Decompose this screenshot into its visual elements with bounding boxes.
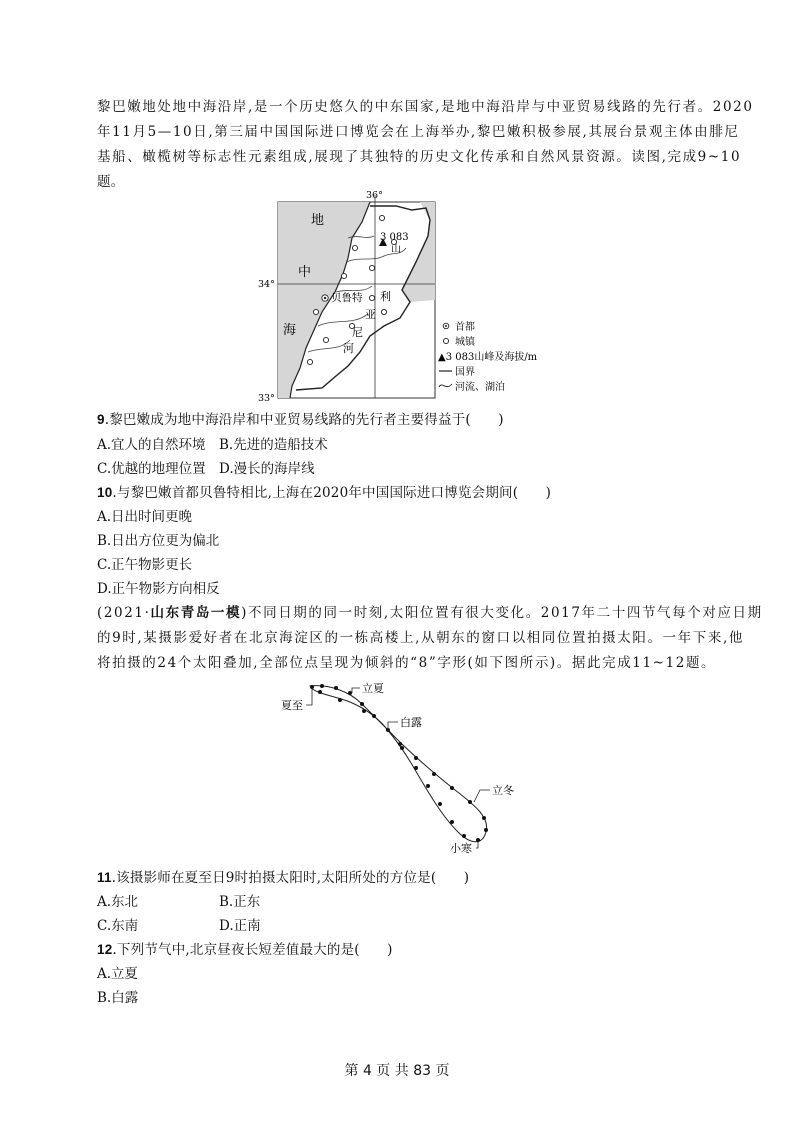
intro-line-2: 年11月5—10日,第三届中国国际进口博览会在上海举办,黎巴嫩积极参展,其展台景观主体由腓尼 xyxy=(97,124,740,140)
passage2-line-3: 将拍摄的24个太阳叠加,全部位点呈现为倾斜的“8”字形(如下图所示)。据此完成11~12题。 xyxy=(97,655,717,671)
passage2-line-1: (2021·山东青岛一模)不同日期的同一时刻,太阳位置有很大变化。2017年二十四节气每个对应日期 xyxy=(97,605,763,621)
label-xiaohan: 小寒 xyxy=(450,842,472,855)
question-10-stem: 10.与黎巴嫩首都贝鲁特相比,上海在2020年中国国际进口博览会期间( ) xyxy=(97,485,552,501)
syria-char-1: 利 xyxy=(380,290,391,303)
lon-36-label: 36° xyxy=(366,190,383,201)
label-bailu: 白露 xyxy=(400,716,422,729)
sea-char-1: 地 xyxy=(311,213,325,228)
label-xiazhi: 夏至 xyxy=(281,699,303,712)
legend-river: 河流、湖泊 xyxy=(455,382,505,393)
capital-label: 贝鲁特 xyxy=(331,292,363,304)
peak-char: 山 xyxy=(391,244,401,255)
legend-capital: 首都 xyxy=(455,322,475,333)
q12-option-b: B.白露 xyxy=(97,990,139,1006)
israel-char-1: 尼 xyxy=(352,326,363,339)
q9-option-d: D.漫长的海岸线 xyxy=(219,461,315,477)
intro-line-4: 题。 xyxy=(97,174,125,190)
q9-option-c: C.优越的地理位置 xyxy=(97,461,206,477)
question-11-stem: 11.该摄影师在夏至日9时拍摄太阳时,太阳所处的方位是( ) xyxy=(97,870,470,886)
question-12-stem: 12.下列节气中,北京昼夜长短差值最大的是( ) xyxy=(97,942,393,958)
question-9-stem: 9.黎巴嫩成为地中海沿岸和中亚贸易线路的先行者主要得益于( ) xyxy=(97,412,504,428)
q11-option-b: B.正东 xyxy=(219,894,261,910)
legend-border: 国界 xyxy=(455,367,475,378)
lat-34-label: 34° xyxy=(258,279,275,290)
q11-option-c: C.东南 xyxy=(97,918,139,934)
page-footer: 第 4 页 共 83 页 xyxy=(344,1063,450,1079)
syria-char-2: 亚 xyxy=(365,308,376,321)
q12-option-a: A.立夏 xyxy=(97,966,139,982)
passage2-line-2: 的9时,某摄影爱好者在北京海淀区的一栋高楼上,从朝东的窗口以相同位置拍摄太阳。一年下来,他 xyxy=(97,630,744,646)
legend-town: 城镇 xyxy=(455,337,475,348)
lat-33-label: 33° xyxy=(258,393,275,404)
q10-option-d: D.正午物影方向相反 xyxy=(97,581,220,597)
label-lidong: 立冬 xyxy=(492,784,514,797)
sea-char-3: 海 xyxy=(283,323,297,338)
sea-char-2: 中 xyxy=(298,265,312,280)
label-lixia: 立夏 xyxy=(362,682,384,695)
intro-line-3: 基船、橄榄树等标志性元素组成,展现了其独特的历史文化传承和自然风景资源。读图,完成9~10 xyxy=(97,149,742,165)
q11-option-d: D.正南 xyxy=(219,918,261,934)
q10-option-a: A.日出时间更晚 xyxy=(97,509,193,525)
q11-option-a: A.东北 xyxy=(97,894,139,910)
q9-option-a: A.宜人的自然环境 xyxy=(97,437,206,453)
analemma-figure xyxy=(270,675,530,860)
q9-option-b: B.先进的造船技术 xyxy=(219,437,328,453)
peak-value: 3 083 xyxy=(380,232,409,243)
legend-peak: ▲3 083山峰及海拔/m xyxy=(438,352,538,363)
q10-option-b: B.日出方位更为偏北 xyxy=(97,533,220,549)
intro-line-1: 黎巴嫩地处地中海沿岸,是一个历史悠久的中东国家,是地中海沿岸与中亚贸易线路的先行者。2020 xyxy=(97,99,754,115)
q10-option-c: C.正午物影更长 xyxy=(97,557,193,573)
lebanon-map xyxy=(250,188,550,410)
israel-char-2: 河 xyxy=(343,342,354,355)
